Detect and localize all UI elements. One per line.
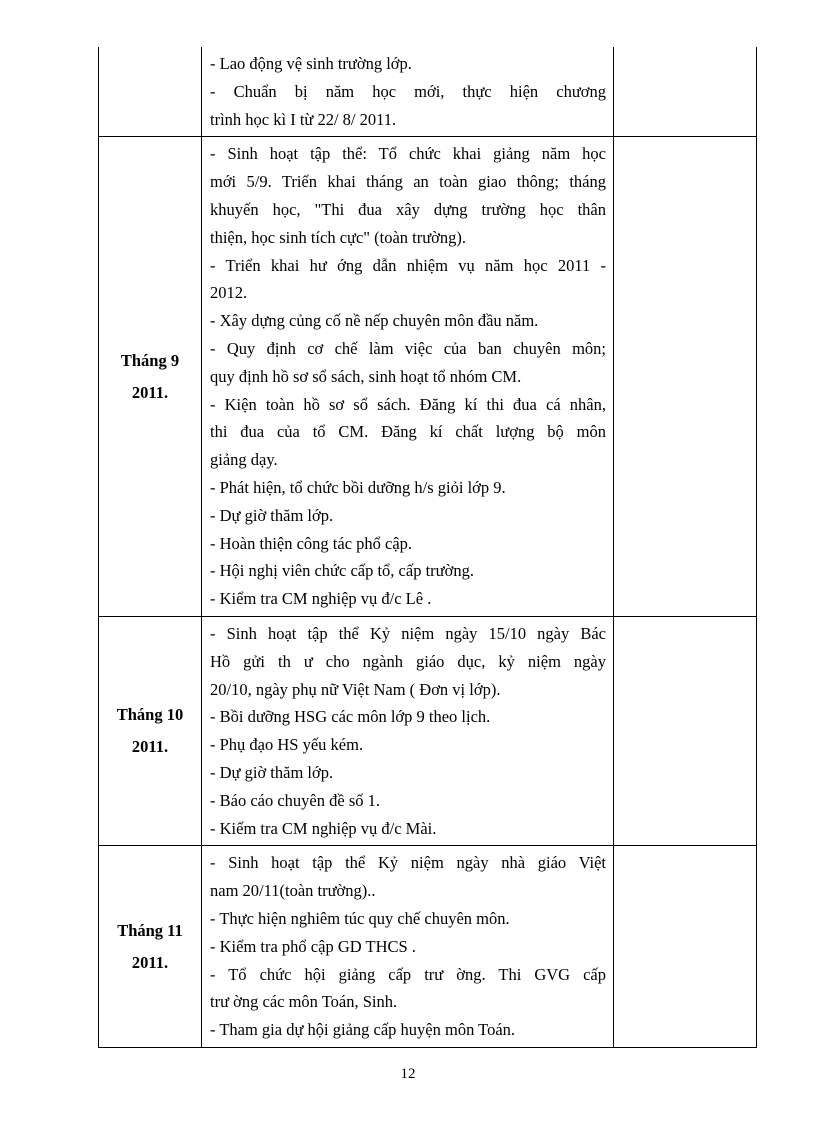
content-line: - Sinh hoạt tập thể: Tổ chức khai giảng năm học bbox=[210, 144, 606, 164]
content-line: - Phụ đạo HS yếu kém. bbox=[210, 735, 364, 755]
content-line: trình học kì I từ 22/ 8/ 2011. bbox=[210, 109, 397, 129]
month-label: Tháng 10 bbox=[116, 705, 184, 725]
content-line: - Kiện toàn hồ sơ sổ sách. Đăng kí thi đua cá nhân, bbox=[210, 394, 606, 414]
content-line: nam 20/11(toàn trường).. bbox=[210, 881, 376, 901]
content-cell bbox=[202, 47, 614, 137]
year-label: 2011. bbox=[131, 737, 169, 757]
content-line: - Chuẩn bị năm học mới, thực hiện chương bbox=[210, 81, 606, 101]
content-line: - Kiểm tra CM nghiệp vụ đ/c Mài. bbox=[210, 818, 437, 838]
content-line: thiện, học sinh tích cực" (toàn trường). bbox=[210, 227, 467, 247]
content-cell bbox=[202, 137, 614, 617]
content-line: - Xây dựng củng cố nề nếp chuyên môn đầu năm. bbox=[210, 311, 539, 331]
content-line: - Tham gia dự hội giảng cấp huyện môn Toán. bbox=[210, 1020, 516, 1040]
content-line: - Dự giờ thăm lớp. bbox=[210, 762, 334, 782]
note-cell bbox=[614, 846, 757, 1048]
content-line: mới 5/9. Triển khai tháng an toàn giao thông; tháng bbox=[210, 172, 606, 192]
content-line: khuyến học, "Thi đua xây dựng trường học thân bbox=[210, 199, 606, 219]
year-label: 2011. bbox=[131, 952, 169, 972]
content-line: trư ờng các môn Toán, Sinh. bbox=[210, 992, 398, 1012]
month-cell bbox=[99, 137, 202, 617]
content-line: - Tổ chức hội giảng cấp trư ờng. Thi GVG cấp bbox=[210, 964, 606, 984]
content-line: - Quy định cơ chế làm việc của ban chuyên môn; bbox=[210, 338, 606, 358]
table-row bbox=[99, 47, 757, 137]
content-line: - Lao động vệ sinh trường lớp. bbox=[210, 54, 412, 73]
month-cell bbox=[99, 616, 202, 845]
content-line: - Dự giờ thăm lớp. bbox=[210, 505, 334, 525]
content-line: - Sinh hoạt tập thể Kỷ niệm ngày nhà giáo Việt bbox=[210, 853, 606, 873]
note-cell bbox=[614, 137, 757, 617]
plan-table bbox=[98, 47, 757, 1048]
content-line: - Kiểm tra phổ cập GD THCS . bbox=[210, 936, 416, 956]
content-line: 20/10, ngày phụ nữ Việt Nam ( Đơn vị lớp). bbox=[210, 679, 501, 699]
month-label: Tháng 11 bbox=[117, 920, 183, 940]
content-line: - Sinh hoạt tập thể Kỷ niệm ngày 15/10 ngày Bác bbox=[210, 623, 606, 643]
plan-table-body bbox=[99, 47, 757, 1047]
month-label: Tháng 9 bbox=[120, 350, 180, 370]
content-cell bbox=[202, 616, 614, 845]
table-row bbox=[99, 137, 757, 617]
content-line: quy định hồ sơ sổ sách, sinh hoạt tổ nhóm CM. bbox=[210, 366, 522, 386]
content-line: Hồ gửi th ư cho ngành giáo dục, kỷ niệm ngày bbox=[210, 651, 606, 671]
content-line: - Báo cáo chuyên đề số 1. bbox=[210, 790, 380, 810]
month-cell bbox=[99, 47, 202, 137]
year-label: 2011. bbox=[131, 382, 169, 402]
table-row bbox=[99, 616, 757, 845]
content-line: - Triển khai hư ớng dẫn nhiệm vụ năm học 2011 - bbox=[210, 255, 606, 275]
content-line: giảng dạy. bbox=[210, 450, 278, 470]
content-cell bbox=[202, 846, 614, 1048]
content-line: - Hoàn thiện công tác phổ cập. bbox=[210, 533, 413, 553]
content-line: thi đua của tổ CM. Đăng kí chất lượng bộ môn bbox=[210, 422, 606, 442]
note-cell bbox=[614, 616, 757, 845]
content-line: - Thực hiện nghiêm túc quy chế chuyên môn. bbox=[210, 908, 510, 928]
content-line: - Bồi dưỡng HSG các môn lớp 9 theo lịch. bbox=[210, 707, 491, 727]
content-line: - Hội nghị viên chức cấp tổ, cấp trường. bbox=[210, 561, 474, 581]
page-number: 12 bbox=[400, 1066, 416, 1082]
content-line: - Kiểm tra CM nghiệp vụ đ/c Lê . bbox=[210, 589, 432, 609]
note-cell bbox=[614, 47, 757, 137]
month-cell bbox=[99, 846, 202, 1048]
table-row bbox=[99, 846, 757, 1048]
content-line: - Phát hiện, tổ chức bồi dưỡng h/s giỏi lớp 9. bbox=[210, 477, 506, 497]
content-line: 2012. bbox=[210, 283, 248, 303]
